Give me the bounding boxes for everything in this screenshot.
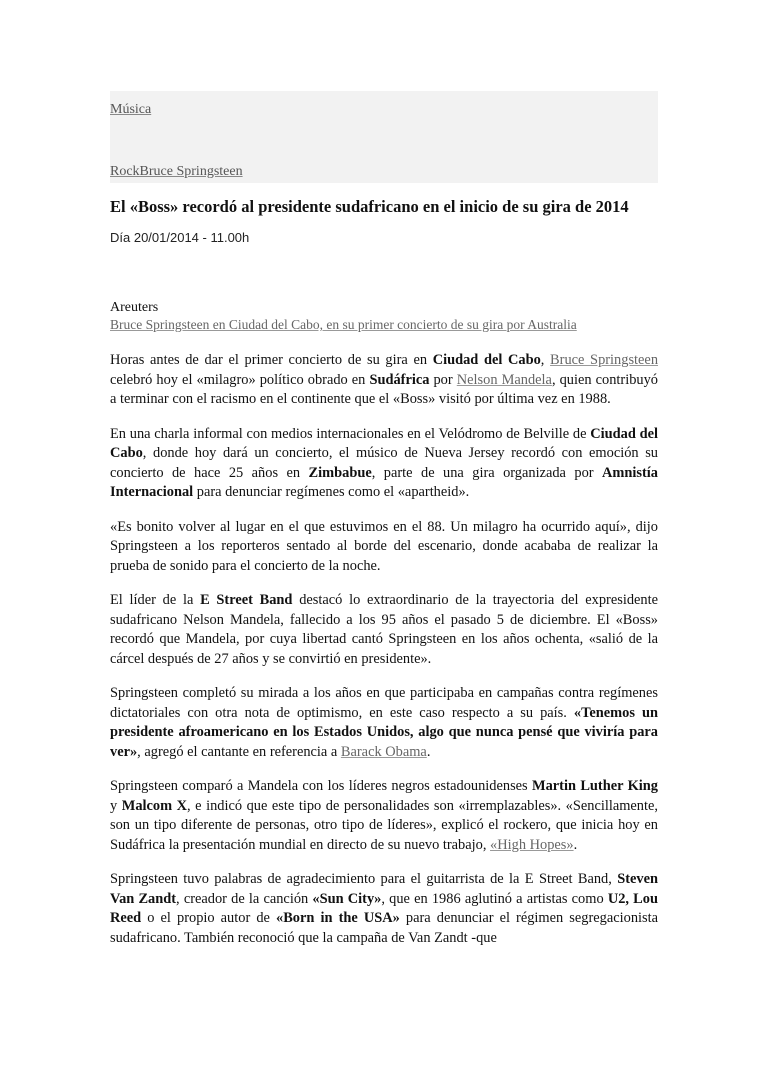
text: , que en 1986 aglutinó a artistas como [381, 890, 608, 907]
text: , creador de la canción [176, 890, 313, 907]
name-malcom-x: Malcom X [121, 797, 188, 814]
quote-bold: «Tenemos un presidente afroamericano en los Estados Unidos, algo que nunca pensé que viviría para ver» [110, 704, 658, 760]
org-amnistia: Amnistía Internacional [110, 464, 658, 500]
text: por [429, 371, 457, 388]
place-ciudad-del-cabo: Ciudad del Cabo [110, 425, 658, 461]
text: para denunciar el régimen segregacionista sudafricano. También reconoció que la campaña de Van Zandt -que [110, 910, 659, 946]
text: . [426, 743, 431, 760]
section-link[interactable]: Música [110, 102, 152, 117]
paragraph-6 [110, 777, 658, 855]
paragraph-2 [110, 425, 658, 503]
text: o el propio autor de [141, 910, 277, 926]
text: y [110, 797, 122, 814]
category-box [110, 91, 658, 183]
link-barack-obama[interactable]: Barack Obama [340, 743, 427, 760]
photo-credit: Areuters [110, 300, 159, 315]
name-van-zandt: Steven Van Zandt [110, 871, 658, 907]
text: En una charla informal con medios internacionales en el Velódromo de Belville de [110, 425, 591, 442]
text: , donde hoy dará un concierto, el músico de Nueva Jersey recordó con emoción su concierto de hace 25 años en [110, 445, 658, 481]
text: , [540, 352, 551, 368]
link-bruce-springsteen[interactable]: Bruce Springsteen [550, 352, 659, 368]
text: destacó lo extraordinario de la trayectoria del expresidente sudafricano Nelson Mandela, fallecido a los 95 años el pasado 5 de diciembre. El «Boss» recordó que Mandela, por cuya libertad cantó Springsteen en los años ochenta, «salió de la cárcel después de 27 años y se convirtió en presidente». [110, 592, 658, 667]
artists-u2-lou-reed: U2, Lou Reed [110, 890, 658, 926]
place-sudafrica: Sudáfrica [369, 371, 430, 388]
text: Springsteen tuvo palabras de agradecimiento para el guitarrista de la E Street Band, [110, 871, 618, 887]
text: . [573, 836, 578, 853]
paragraph-1 [110, 351, 658, 410]
paragraph-5 [110, 684, 658, 762]
text: Springsteen completó su mirada a los años en que participaba en campañas contra regímenes dictatoriales con otra nota de optimismo, en este caso respecto a su país. [110, 685, 658, 721]
text: para denunciar regímenes como el «apartheid». [193, 484, 470, 500]
link-high-hopes[interactable]: «High Hopes» [490, 836, 574, 853]
name-mlk: Martin Luther King [532, 778, 658, 794]
paragraph-4 [110, 591, 658, 669]
band-e-street: E Street Band [200, 592, 293, 608]
text: El líder de la [110, 592, 201, 608]
text: Springsteen comparó a Mandela con los líderes negros estadounidenses [110, 778, 533, 794]
dateline: Día 20/01/2014 - 11.00h [110, 230, 250, 245]
paragraph-7 [110, 870, 658, 948]
text: Horas antes de dar el primer concierto de su gira en [110, 352, 433, 368]
photo-caption[interactable]: Bruce Springsteen en Ciudad del Cabo, en su primer concierto de su gira por Australia [110, 317, 577, 332]
song-born-in-the-usa: «Born in the USA» [276, 910, 400, 926]
tags-link[interactable]: RockBruce Springsteen [110, 164, 243, 179]
song-sun-city: «Sun City» [312, 890, 382, 907]
headline: El «Boss» recordó al presidente sudafricano en el inicio de su gira de 2014 [110, 197, 629, 216]
text: celebró hoy el «milagro» político obrado en [110, 371, 370, 388]
link-nelson-mandela[interactable]: Nelson Mandela [456, 371, 552, 388]
text: , agregó el cantante en referencia a [137, 743, 341, 760]
place-ciudad-del-cabo: Ciudad del Cabo [432, 352, 541, 368]
place-zimbabue: Zimbabue [308, 464, 372, 481]
article [110, 91, 658, 948]
text: , parte de una gira organizada por [371, 464, 603, 481]
text: «Es bonito volver al lugar en el que estuvimos en el 88. Un milagro ha ocurrido aquí», dijo Springsteen a los reporteros sentado al borde del escenario, donde acababa de realizar la prueba de sonido para el concierto de la noche. [110, 518, 658, 574]
text: , quien contribuyó a terminar con el racismo en el continente que el «Boss» visitó por última vez en 1988. [110, 371, 658, 407]
text: , e indicó que este tipo de personalidades son «irremplazables». «Sencillamente, son un tipo diferente de personas, otro tipo de líderes», explicó el rockero, que inicia hoy en Sudáfrica la presentación mundial en directo de su nuevo trabajo, [110, 797, 658, 853]
paragraph-3 [110, 518, 658, 577]
